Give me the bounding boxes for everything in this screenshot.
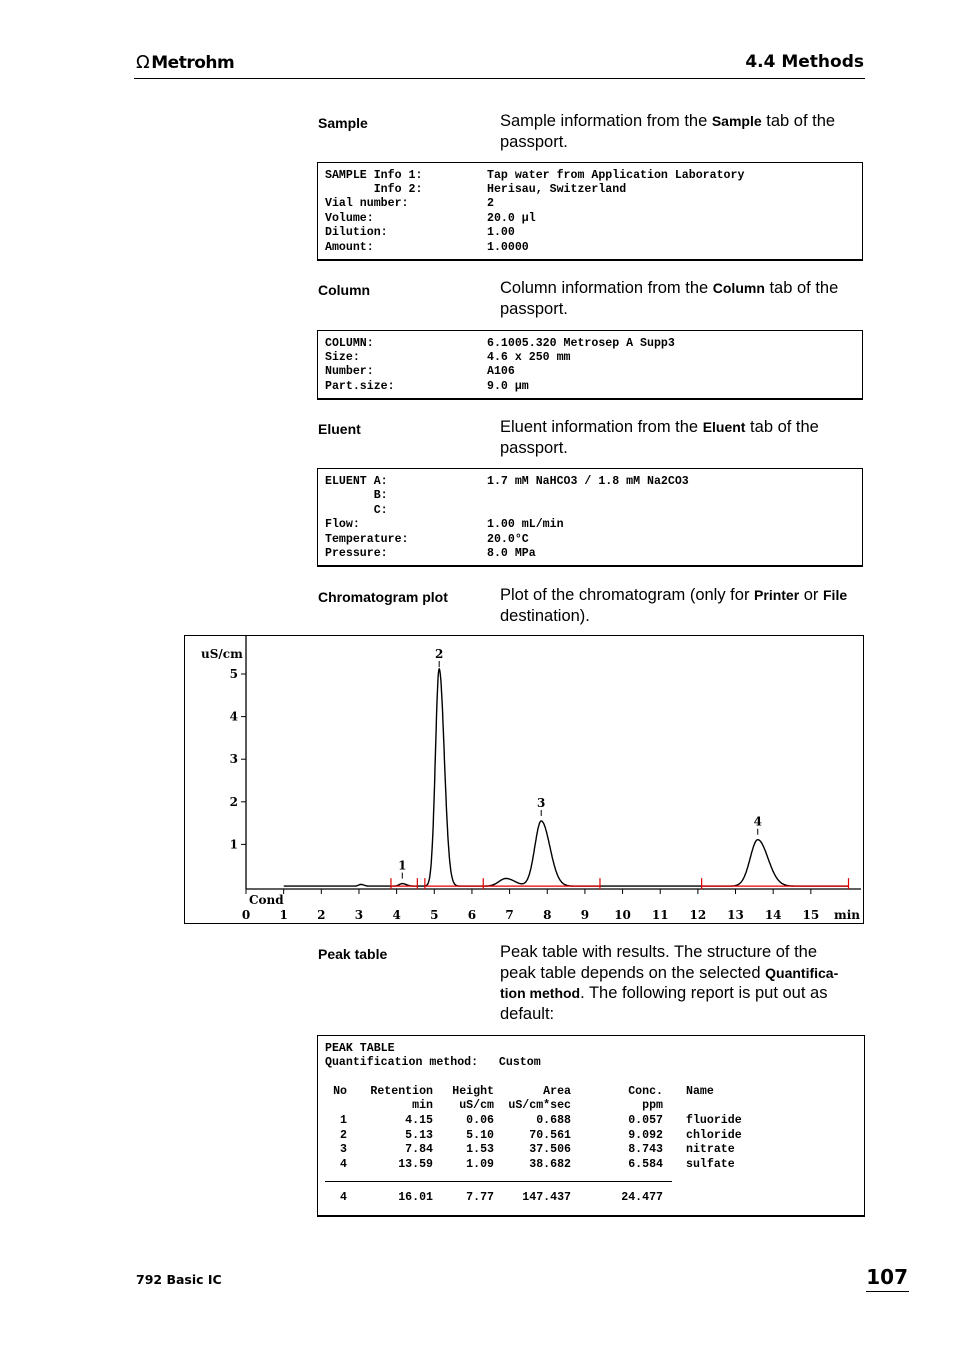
row-value: 1.00 mL/min <box>487 518 564 531</box>
peak-row-cell: 0.688 <box>536 1114 571 1127</box>
row-value: 2 <box>487 197 494 210</box>
sample-desc-post: tab of the passport. <box>500 112 836 151</box>
peak-row-cell: nitrate <box>686 1143 735 1156</box>
row-key: SAMPLE Info 1: <box>325 169 423 182</box>
row-value: 1.0000 <box>487 241 529 254</box>
y-axis-label: uS/cm <box>201 647 243 661</box>
x-tick-label: 3 <box>354 908 364 922</box>
pt-desc-line2-bold: Quantifica- <box>765 964 839 981</box>
pt-desc-line3-text: . The following report is put out as <box>580 984 828 1002</box>
row-value: 8.0 MPa <box>487 547 536 560</box>
header1-cell: Height <box>452 1085 494 1098</box>
row-value: 1.00 <box>487 226 515 239</box>
peak-row-cell: 7.84 <box>405 1143 433 1156</box>
column-box <box>317 330 863 400</box>
page-number: 107 <box>866 1265 908 1289</box>
x-tick-label: 4 <box>392 908 401 922</box>
quantification-method: Quantification method: Custom <box>325 1056 541 1069</box>
peak-row-cell: 0.057 <box>628 1114 663 1127</box>
pt-desc-line3-bold: tion method <box>500 985 581 1001</box>
chrom-desc-b1: Printer <box>754 587 800 603</box>
peak-row-cell: 2 <box>340 1128 347 1142</box>
y-tick-label: 1 <box>229 837 238 852</box>
sample-desc-pre: Sample information from the <box>500 112 712 130</box>
x-tick-label: 2 <box>317 908 326 922</box>
chrom-desc-b2: File <box>823 587 848 603</box>
peak-row-cell: 1.53 <box>466 1143 494 1156</box>
row-value: Tap water from Application Laboratory <box>487 169 745 182</box>
brand-logo <box>136 52 234 73</box>
peak-table-description <box>500 942 865 1024</box>
x-tick-label: 15 <box>802 908 820 922</box>
peak-row-cell: 3 <box>340 1143 347 1156</box>
peak-row-cell: sulfate <box>686 1157 735 1171</box>
row-key: Flow: <box>325 518 360 531</box>
header1-cell: Conc. <box>628 1085 663 1098</box>
section-title: 4.4 Methods <box>745 52 864 72</box>
row-key: ELUENT A: <box>325 475 388 488</box>
chrom-desc-post: destination). <box>500 607 590 625</box>
peak-row-cell: 4 <box>340 1157 347 1171</box>
total-rule <box>325 1181 672 1182</box>
chromatogram-chart <box>184 635 864 924</box>
row-value: 9.0 µm <box>487 380 529 393</box>
total-row-cell: 16.01 <box>398 1191 433 1204</box>
pt-desc-line1: Peak table with results. The structure of the <box>500 943 818 961</box>
column-description <box>500 278 865 320</box>
sample-description <box>500 111 865 153</box>
row-key: B: <box>325 489 388 502</box>
row-key: Dilution: <box>325 226 388 239</box>
eluent-desc-post: tab of the passport. <box>500 418 819 457</box>
peak-row-cell: 0.06 <box>466 1114 494 1127</box>
x-tick-label: 13 <box>727 908 744 922</box>
row-key: Volume: <box>325 212 374 225</box>
total-row-cell: 7.77 <box>466 1191 494 1204</box>
peak-row-cell: 5.10 <box>466 1128 494 1142</box>
peak-row-cell: 6.584 <box>628 1157 663 1171</box>
column-desc-bold: Column <box>712 280 765 296</box>
peak-label: 4 <box>753 814 762 829</box>
peak-label: 2 <box>434 647 444 661</box>
signal-trace <box>284 669 849 886</box>
x-tick-label: 14 <box>764 908 782 922</box>
row-key: Temperature: <box>325 533 409 546</box>
row-key: Size: <box>325 351 360 364</box>
omega-icon: Ω <box>136 52 150 73</box>
eluent-description <box>500 417 865 459</box>
x-tick-label: 5 <box>430 908 439 922</box>
peak-row-cell: 8.743 <box>628 1143 663 1156</box>
peak-row-cell: 4.15 <box>405 1114 433 1127</box>
y-tick-label: 2 <box>229 794 238 809</box>
row-value: 4.6 x 250 mm <box>487 351 571 364</box>
peak-row-cell: 5.13 <box>405 1128 433 1142</box>
row-key: C: <box>325 504 388 517</box>
row-value: 6.1005.320 Metrosep A Supp3 <box>487 337 675 350</box>
chrom-desc-pre: Plot of the chromatogram (only for <box>500 586 755 604</box>
column-desc-post: tab of the passport. <box>500 279 839 318</box>
peak-row-cell: chloride <box>686 1128 742 1142</box>
page-number-rule <box>866 1291 909 1292</box>
peak-row-cell: 70.561 <box>529 1128 571 1142</box>
row-key: Number: <box>325 365 374 378</box>
x-tick-label: 12 <box>689 908 707 922</box>
header2-cell: ppm <box>642 1099 663 1112</box>
row-value: 20.0°C <box>487 533 529 546</box>
chromatogram-label: Chromatogram plot <box>318 589 448 605</box>
header1-cell: No <box>333 1085 347 1098</box>
header1-cell: Area <box>543 1085 571 1098</box>
header2-cell: min <box>412 1099 433 1112</box>
x-tick-label: 7 <box>505 908 514 922</box>
header1-cell: Name <box>686 1085 714 1098</box>
brand-name: Metrohm <box>151 53 235 73</box>
column-desc-pre: Column information from the <box>500 279 713 297</box>
peak-row-cell: 1 <box>340 1114 347 1127</box>
row-key: Pressure: <box>325 547 388 560</box>
eluent-label: Eluent <box>318 421 361 437</box>
row-key: Info 2: <box>325 183 423 196</box>
total-row-cell: 24.477 <box>621 1191 663 1204</box>
header2-cell: uS/cm*sec <box>508 1099 571 1112</box>
row-key: Amount: <box>325 241 374 254</box>
pt-desc-line2 <box>500 963 865 984</box>
sample-desc-bold: Sample <box>711 113 762 129</box>
peak-row-cell: 38.682 <box>529 1157 571 1171</box>
x-tick-label: 1 <box>279 908 288 922</box>
x-tick-label: 10 <box>614 908 631 922</box>
peak-label: 3 <box>537 795 546 810</box>
total-row-cell: 147.437 <box>522 1191 571 1204</box>
y-tick-label: 3 <box>229 752 238 767</box>
header-rule <box>134 78 865 79</box>
chromatogram-description <box>500 585 865 627</box>
chromatogram-svg <box>185 636 863 923</box>
row-value: A106 <box>487 365 515 378</box>
x-tick-label: 0 <box>241 908 251 922</box>
header2-cell: uS/cm <box>459 1099 494 1112</box>
y-tick-label: 4 <box>229 709 238 724</box>
total-row-cell: 4 <box>340 1191 347 1204</box>
row-key: Vial number: <box>325 197 409 210</box>
eluent-desc-bold: Eluent <box>702 419 746 435</box>
row-value: 20.0 µl <box>487 212 536 225</box>
eluent-desc-pre: Eluent information from the <box>500 418 703 436</box>
peak-row-cell: 9.092 <box>628 1128 663 1142</box>
row-key: COLUMN: <box>325 337 374 350</box>
peak-label: 1 <box>398 858 407 873</box>
peak-table-box <box>317 1035 865 1217</box>
x-axis-label: min <box>834 908 860 922</box>
peak-table-title: PEAK TABLE <box>325 1042 395 1055</box>
chrom-desc-mid: or <box>799 586 823 604</box>
pt-desc-line4: default: <box>500 1004 555 1023</box>
column-label: Column <box>318 282 371 298</box>
x-tick-label: 9 <box>580 908 590 922</box>
pt-desc-line3 <box>500 983 865 1004</box>
eluent-box <box>317 468 863 567</box>
x-tick-label: 6 <box>467 908 477 922</box>
y-tick-label: 5 <box>229 667 238 681</box>
header1-cell: Retention <box>370 1085 433 1098</box>
row-value: Herisau, Switzerland <box>487 183 627 196</box>
peak-table-label: Peak table <box>318 946 388 962</box>
sample-label: Sample <box>318 115 368 131</box>
peak-row-cell: 1.09 <box>466 1157 494 1171</box>
x-tick-label: 8 <box>543 908 552 922</box>
product-name: 792 Basic IC <box>136 1272 222 1287</box>
pt-desc-line2-text: peak table depends on the selected <box>500 963 766 982</box>
peak-row-cell: 13.59 <box>398 1157 433 1171</box>
peak-row-cell: fluoride <box>686 1114 742 1127</box>
sample-box <box>317 162 863 261</box>
trace-label: Cond <box>249 893 284 907</box>
x-tick-label: 11 <box>651 908 669 922</box>
row-value: 1.7 mM NaHCO3 / 1.8 mM Na2CO3 <box>487 475 689 488</box>
row-key: Part.size: <box>325 380 395 393</box>
peak-row-cell: 37.506 <box>529 1143 571 1156</box>
